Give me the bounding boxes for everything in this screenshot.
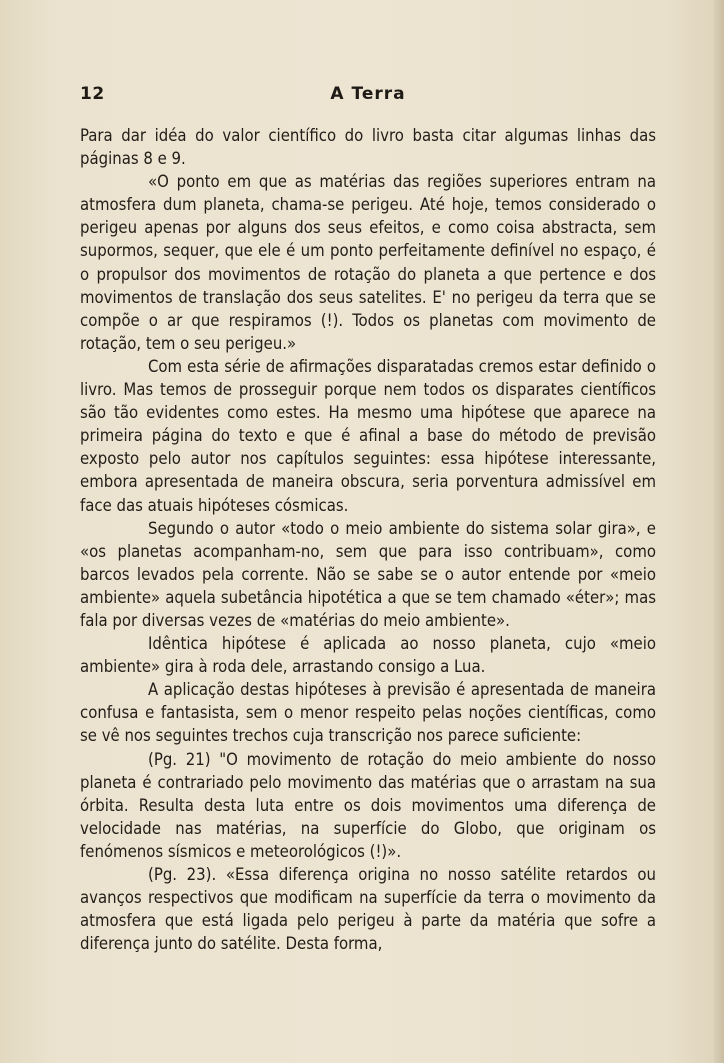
page-edge [714,0,724,1063]
page-header [80,84,656,108]
quoted-paragraph: (Pg. 21) "O movimento de rotação do meio ambiente do nosso planeta é contrariado pelo movimento das matérias que o arrastam na sua órbita. Resulta desta luta entre os dois movimentos uma diferença de velocidade nas matérias, na superfície do Globo, que originam os fenómenos sísmicos e meteorológicos (!)». [80,749,656,861]
paragraph: Segundo o autor «todo o meio ambiente do sistema solar gira», e «os planetas acompanham-no, sem que para isso contribuam», como barcos levados pela corrente. Não se sabe se o autor entende por «meio ambiente» aquela subetância hipotética a que se tem chamado «éter»; mas fala por diversas vezes de «matérias do meio ambiente». [80,518,656,630]
body-text [80,124,656,955]
quoted-paragraph: «O ponto em que as matérias das regiões superiores entram na atmosfera dum planeta, chama-se perigeu. Até hoje, temos considerado o perigeu apenas por alguns dos seus efeitos, e como coisa abstracta, sem supormos, sequer, que ele é um ponto perfeitamente definível no espaço, é o propulsor dos movimentos de rotação do planeta a que pertence e dos movimentos de translação dos seus satelites. E' no perigeu da terra que se compõe o ar que respiramos (!). Todos os planetas com movimento de rotação, tem o seu perigeu.» [80,172,656,353]
paragraph: A aplicação destas hipóteses à previsão é apresentada de maneira confusa e fantasista, sem o menor respeito pelas noções científicas, como se vê nos seguintes trechos cuja transcrição nos parece suficiente: [80,680,656,746]
page-number: 12 [80,84,105,104]
paragraph: Idêntica hipótese é aplicada ao nosso planeta, cujo «meio ambiente» gira à roda dele, arrastando consigo a Lua. [80,634,656,677]
paragraph: Com esta série de afirmações disparatadas cremos estar definido o livro. Mas temos de prosseguir porque nem todos os disparates científicos são tão evidentes como estes. Ha mesmo uma hipótese que aparece na primeira página do texto e que é afinal a base do método de previsão exposto pelo autor nos capítulos seguintes: essa hipótese interessante, embora apresentada de maneira obscura, seria porventura admissível em face das atuais hipóteses cósmicas. [80,356,656,515]
running-title: A Terra [330,84,406,104]
quoted-paragraph: (Pg. 23). «Essa diferença origina no nosso satélite retardos ou avanços respectivos que modificam na superfície da terra o movimento da atmosfera que está ligada pelo perigeu à parte da matéria que sofre a diferença junto do satélite. Desta forma, [80,865,656,954]
paragraph: Para dar idéa do valor científico do livro basta citar algumas linhas das páginas 8 e 9. [80,126,656,169]
